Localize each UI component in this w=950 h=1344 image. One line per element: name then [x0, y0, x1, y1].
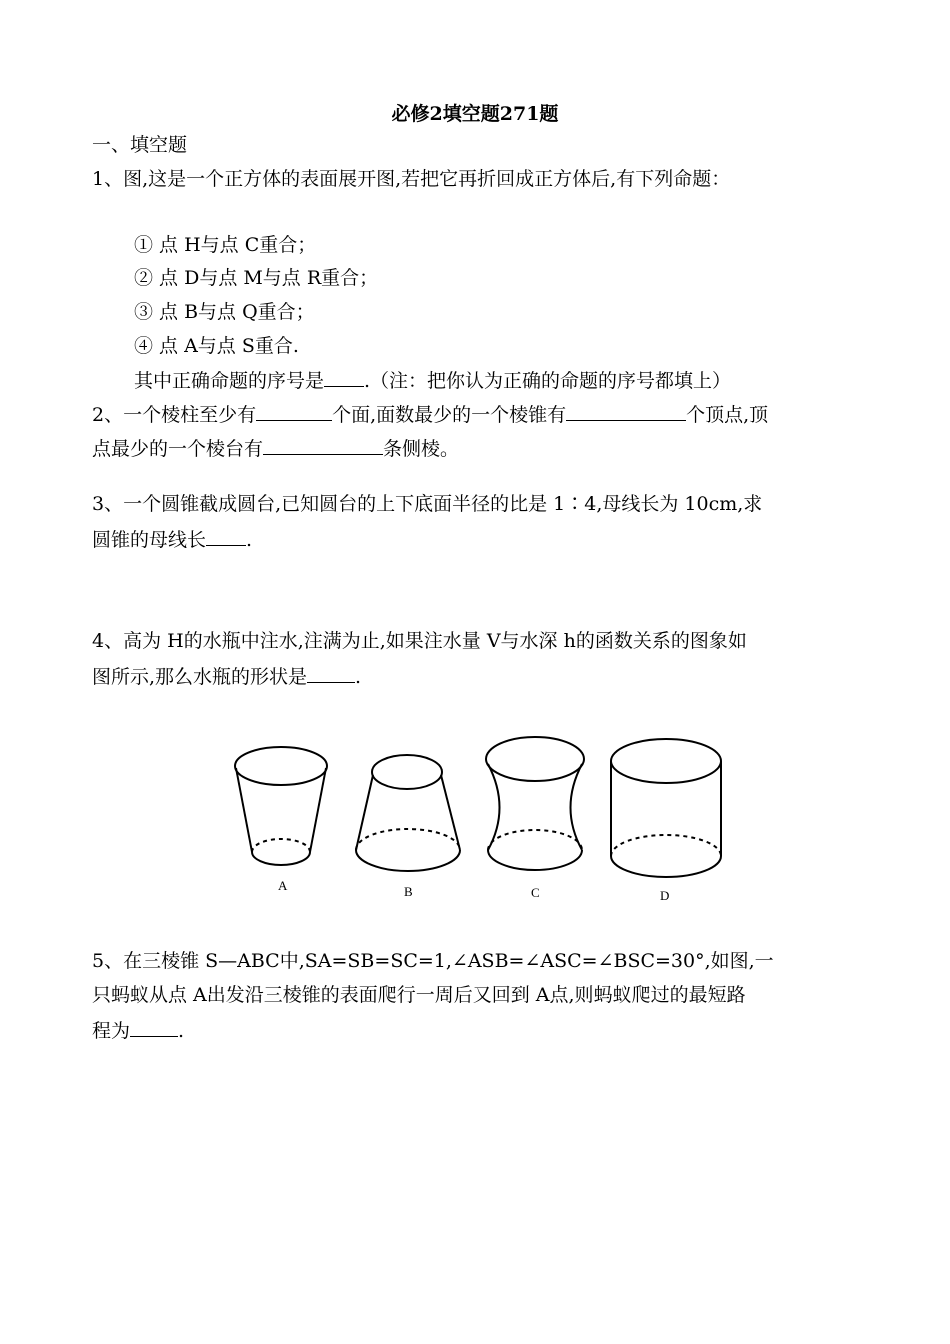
- q2-blank-2[interactable]: [566, 401, 686, 421]
- q4-text: 图所示,那么水瓶的形状是: [92, 666, 308, 688]
- q1-answer-suffix: .（注：把你认为正确的命题的序号都填上）: [364, 370, 732, 392]
- q5-suffix: .: [178, 1020, 185, 1042]
- q5-text: 程为: [92, 1020, 131, 1042]
- q3-text: 圆锥的母线长: [92, 529, 207, 551]
- q3-line-1: 3、一个圆锥截成圆台,已知圆台的上下底面半径的比是 1∶4,母线长为 10cm,求: [92, 493, 763, 515]
- q2-text-5: 条侧棱。: [383, 438, 460, 460]
- q1-stem: 1、图,这是一个正方体的表面展开图,若把它再折回成正方体后,有下列命题：: [92, 168, 731, 190]
- bottle-c-shape: [486, 737, 584, 870]
- q1-item-2: ② 点 D与点 M与点 R重合；: [134, 267, 379, 289]
- q4-blank[interactable]: [307, 663, 355, 683]
- page-title: 必修2填空题271题: [391, 103, 559, 125]
- bottle-c-label: C: [531, 885, 540, 900]
- q3-suffix: .: [246, 529, 253, 551]
- q1-item-4: ④ 点 A与点 S重合.: [134, 335, 299, 357]
- q1-answer-line: [134, 367, 731, 393]
- q2-blank-1[interactable]: [256, 401, 332, 421]
- bottle-d-label: D: [660, 888, 670, 903]
- bottle-a-shape: [235, 747, 327, 865]
- bottle-a-label: A: [278, 878, 288, 893]
- q4-line-1: 4、高为 H的水瓶中注水,注满为止,如果注水量 V与水深 h的函数关系的图象如: [92, 630, 747, 652]
- q5-blank[interactable]: [130, 1017, 178, 1037]
- q2-line-1: [92, 401, 768, 427]
- q2-text-2: 个面,面数最少的一个棱锥有: [332, 404, 567, 426]
- q2-text-3: 个顶点,顶: [686, 404, 769, 426]
- q5-line-1: 5、在三棱锥 S—ABC中,SA=SB=SC=1,∠ASB=∠ASC=∠BSC=30°,如图,一: [92, 950, 774, 972]
- q4-suffix: .: [355, 666, 362, 688]
- q3-blank[interactable]: [206, 526, 246, 546]
- q2-text-4: 点最少的一个棱台有: [92, 438, 264, 460]
- q1-item-1: ① 点 H与点 C重合；: [134, 234, 317, 256]
- q3-line-2: [92, 526, 252, 552]
- q2-line-2: [92, 435, 459, 461]
- q5-line-2: 只蚂蚁从点 A出发沿三棱锥的表面爬行一周后又回到 A点,则蚂蚁爬过的最短路: [92, 984, 746, 1006]
- bottle-shapes-figure: [228, 730, 738, 910]
- q4-line-2: [92, 663, 361, 689]
- bottle-b-shape: [356, 755, 460, 871]
- section-heading: 一、填空题: [92, 134, 188, 156]
- bottle-d-shape: [611, 739, 721, 877]
- q2-blank-3[interactable]: [263, 435, 383, 455]
- q5-line-3: [92, 1017, 184, 1043]
- q2-text-1: 2、一个棱柱至少有: [92, 404, 257, 426]
- q1-answer-prefix: 其中正确命题的序号是: [134, 370, 325, 392]
- q1-answer-blank[interactable]: [324, 367, 364, 387]
- q1-item-3: ③ 点 B与点 Q重合；: [134, 301, 315, 323]
- bottle-b-label: B: [404, 884, 413, 899]
